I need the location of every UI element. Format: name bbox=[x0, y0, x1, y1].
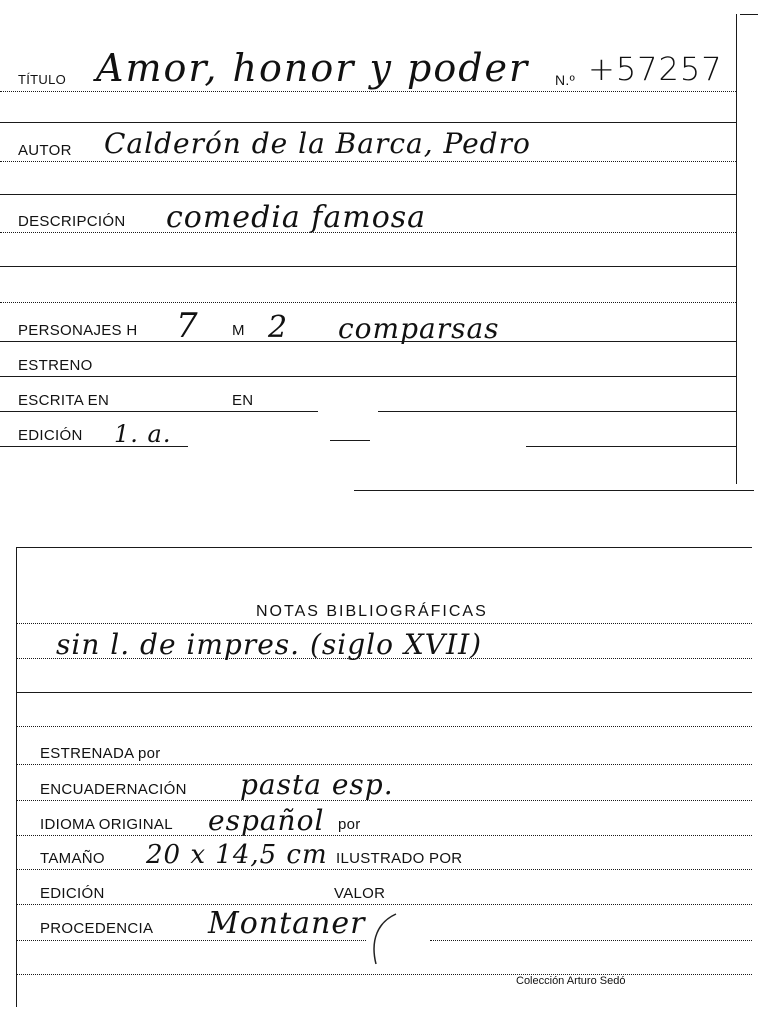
upper-card-top-edge bbox=[740, 14, 758, 15]
escrita-rule-a bbox=[0, 411, 318, 412]
edicion-rule-c bbox=[526, 446, 736, 447]
edicion2-rule bbox=[16, 904, 752, 905]
notas-rule-2 bbox=[16, 658, 752, 659]
descripcion-rule bbox=[0, 232, 736, 233]
tamano-rule bbox=[16, 869, 752, 870]
personajes-label: PERSONAJES H bbox=[18, 322, 138, 339]
encuadernacion-label: ENCUADERNACIÓN bbox=[40, 781, 187, 798]
autor-value: Calderón de la Barca, Pedro bbox=[104, 127, 531, 160]
stamp-mark bbox=[366, 910, 406, 970]
notas-rule-3 bbox=[16, 692, 752, 693]
titulo-value: Amor, honor y poder bbox=[96, 46, 530, 90]
tamano-value: 20 x 14,5 cm bbox=[146, 840, 328, 870]
encuadernacion-value: pasta esp. bbox=[240, 768, 394, 801]
upper-bottom-rule bbox=[354, 490, 754, 491]
coleccion-footer: Colección Arturo Sedó bbox=[516, 975, 626, 987]
rule-4 bbox=[0, 194, 736, 195]
escrita-label: ESCRITA EN bbox=[18, 392, 110, 409]
lower-card-left-edge bbox=[16, 547, 17, 1007]
escrita-rule-b bbox=[378, 411, 736, 412]
titulo-rule bbox=[0, 91, 736, 92]
procedencia-value: Montaner bbox=[208, 906, 366, 941]
autor-label: AUTOR bbox=[18, 142, 72, 159]
rule-2 bbox=[0, 122, 736, 123]
upper-card-right-edge bbox=[736, 14, 737, 484]
personajes-h-value: 7 bbox=[176, 306, 199, 346]
personajes-extra: comparsas bbox=[338, 312, 500, 345]
idioma-value: español bbox=[208, 804, 325, 837]
descripcion-label: DESCRIPCIÓN bbox=[18, 213, 126, 230]
procedencia-rule-b bbox=[430, 940, 752, 941]
numero-value: +57257 bbox=[588, 50, 723, 88]
rule-7 bbox=[0, 302, 736, 303]
personajes-rule bbox=[0, 341, 736, 342]
edicion-rule-b bbox=[330, 440, 370, 441]
rule-6 bbox=[0, 266, 736, 267]
titulo-label: TÍTULO bbox=[18, 72, 67, 87]
idioma-rule bbox=[16, 835, 752, 836]
lower-card-top-edge bbox=[16, 547, 752, 548]
estrenada-label: ESTRENADA por bbox=[40, 745, 161, 762]
notas-heading: NOTAS BIBLIOGRÁFICAS bbox=[256, 603, 488, 620]
estrenada-rule bbox=[16, 764, 752, 765]
numero-label: N.º bbox=[555, 72, 576, 88]
ilustrado-label: ILUSTRADO POR bbox=[336, 850, 463, 867]
estreno-label: ESTRENO bbox=[18, 357, 93, 374]
edicion-rule-a bbox=[0, 446, 188, 447]
edicion-label: EDICIÓN bbox=[18, 427, 83, 444]
estreno-rule bbox=[0, 376, 736, 377]
idioma-por: por bbox=[338, 816, 361, 833]
personajes-m-label: M bbox=[232, 322, 245, 339]
en-label: EN bbox=[232, 392, 254, 409]
personajes-m-value: 2 bbox=[268, 310, 289, 345]
descripcion-value: comedia famosa bbox=[166, 200, 427, 235]
procedencia-rule-a bbox=[16, 940, 366, 941]
bottom-rule bbox=[16, 974, 752, 975]
notas-value: sin l. de impres. (siglo XVII) bbox=[56, 628, 483, 661]
notas-rule-4 bbox=[16, 726, 752, 727]
procedencia-label: PROCEDENCIA bbox=[40, 920, 154, 937]
tamano-label: TAMAÑO bbox=[40, 850, 105, 867]
encuadernacion-rule bbox=[16, 800, 752, 801]
autor-rule bbox=[0, 161, 736, 162]
notas-rule-1 bbox=[16, 623, 752, 624]
edicion2-label: EDICIÓN bbox=[40, 885, 105, 902]
valor-label: VALOR bbox=[334, 885, 386, 902]
edicion-value: 1. a. bbox=[114, 420, 172, 448]
idioma-label: IDIOMA ORIGINAL bbox=[40, 816, 173, 833]
